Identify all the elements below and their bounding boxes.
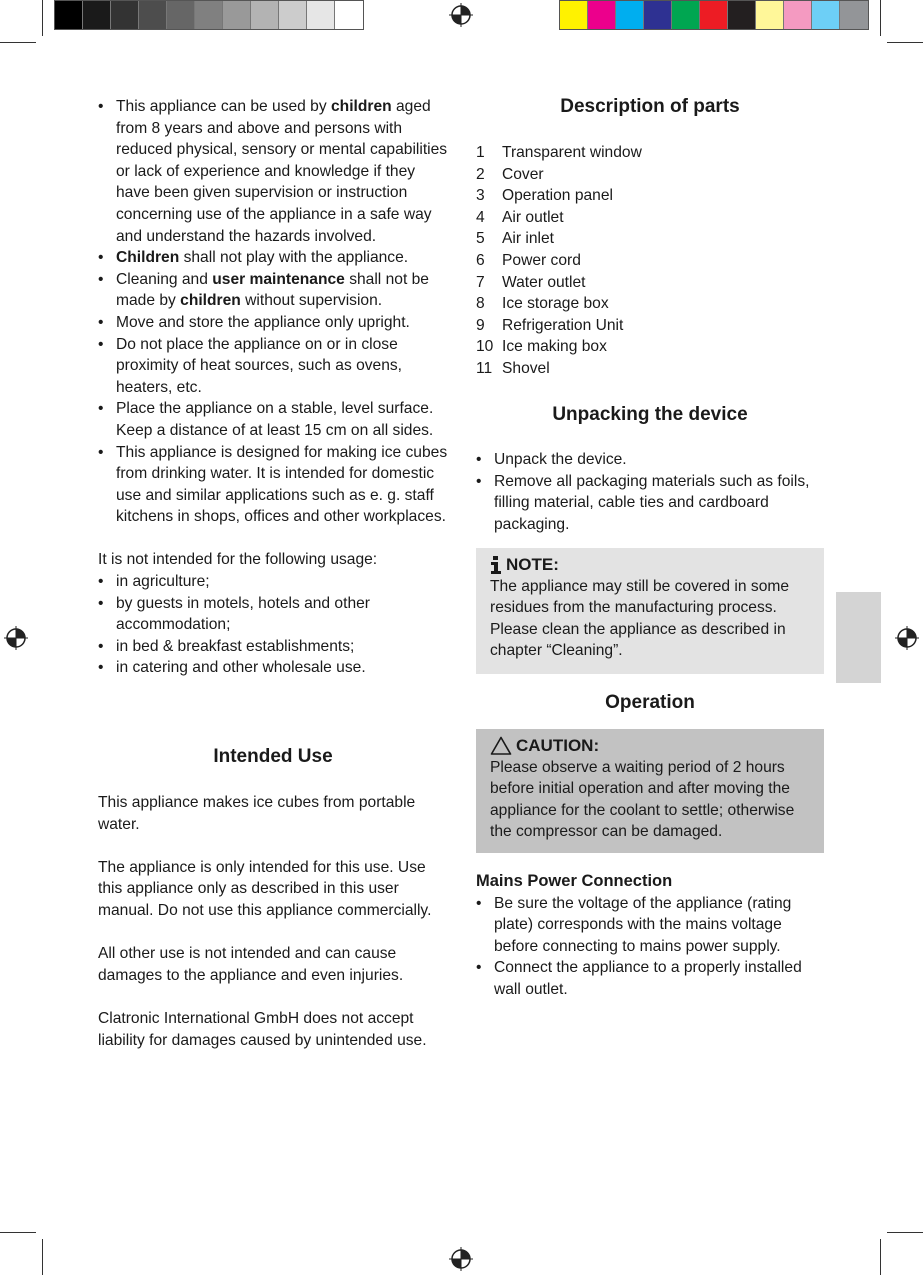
warning-triangle-icon [490, 736, 512, 755]
color-swatch [279, 1, 307, 29]
mains-power-section [476, 871, 824, 1001]
list-item: 7 Water outlet [476, 273, 586, 291]
color-swatch [756, 1, 784, 29]
registration-mark-icon [449, 3, 473, 27]
caution-title: CAUTION: [516, 736, 600, 755]
list-item: 4 Air outlet [476, 208, 564, 226]
color-swatch [644, 1, 672, 29]
color-swatch [195, 1, 223, 29]
paragraph: All other use is not intended and can cause damages to the appliance and even injuries. [98, 945, 404, 984]
list-item: • Connect the appliance to a properly installed wall outlet. [476, 957, 824, 1000]
list-item: • Cleaning and user maintenance shall not be made by children without supervision. [98, 269, 450, 312]
paragraph: The appliance is only intended for this use. Use this appliance only as described in this user manual. Do not use this appliance commercially. [98, 858, 432, 919]
mains-power-heading: Mains Power Connection [476, 872, 673, 890]
color-swatch [672, 1, 700, 29]
list-item: 1 Transparent window [476, 144, 642, 161]
color-swatch [223, 1, 251, 29]
color-swatch [560, 1, 588, 29]
parts-list [476, 142, 824, 380]
color-swatch [167, 1, 195, 29]
color-swatch [251, 1, 279, 29]
color-swatch [111, 1, 139, 29]
intended-use-section [98, 792, 450, 1051]
color-swatch [700, 1, 728, 29]
list-item: 6 Power cord [476, 251, 581, 269]
list-item: 11 Shovel [476, 359, 550, 377]
color-swatch [616, 1, 644, 29]
color-swatch [728, 1, 756, 29]
caution-box [476, 729, 824, 853]
registration-mark-icon [4, 626, 28, 650]
list-item: • Unpack the device. [476, 449, 824, 471]
paragraph: Clatronic International GmbH does not accept liability for damages caused by unintended use. [98, 1009, 427, 1049]
caution-text: Please observe a waiting period of 2 hours before initial operation and after moving the appliance for the coolant to settle; otherwise the compressor can be damaged. [490, 758, 795, 841]
note-title: NOTE: [506, 555, 559, 574]
list-item: • Move and store the appliance only upright. [98, 312, 450, 334]
unpacking-list [476, 449, 824, 535]
mains-power-list [476, 893, 824, 1001]
note-text: The appliance may still be covered in some residues from the manufacturing process. Please clean the appliance as described in chapter “Cleaning”. [490, 577, 790, 660]
left-column [98, 96, 450, 679]
list-item: 8 Ice storage box [476, 295, 609, 313]
safety-instructions-list [98, 96, 450, 528]
list-item: • Place the appliance on a stable, level surface. Keep a distance of at least 15 cm on all sides. [98, 398, 450, 441]
list-item: • This appliance is designed for making ice cubes from drinking water. It is intended for domestic use and similar applications such as e. g. staff kitchens in shops, offices and other workplaces. [98, 442, 450, 528]
operation-heading: Operation [605, 692, 695, 713]
list-item: • in agriculture; [98, 571, 450, 593]
description-of-parts-heading: Description of parts [560, 96, 740, 117]
registration-mark-icon [895, 626, 919, 650]
color-swatch [784, 1, 812, 29]
note-box [476, 548, 824, 674]
color-swatch [83, 1, 111, 29]
list-item: 5 Air inlet [476, 230, 554, 248]
parts-section [476, 142, 824, 380]
color-swatch [139, 1, 167, 29]
not-intended-list [98, 571, 450, 679]
color-swatch [307, 1, 335, 29]
list-item: • This appliance can be used by children aged from 8 years and above and persons with reduced physical, sensory or mental capabilities or lack of experience and knowledge if they have been given supervision or instruction concerning use of the appliance in a safe way and understand the hazards involved. [98, 96, 450, 247]
list-item: 3 Operation panel [476, 187, 613, 205]
unpacking-section [476, 449, 824, 535]
list-item: • by guests in motels, hotels and other accommodation; [98, 593, 450, 636]
color-swatch [335, 1, 363, 29]
color-swatch [812, 1, 840, 29]
list-item: • Remove all packaging materials such as foils, filling material, cable ties and cardboard packaging. [476, 471, 824, 536]
list-item: 10 Ice making box [476, 338, 607, 356]
list-item: 2 Cover [476, 165, 544, 183]
list-item: • Do not place the appliance on or in close proximity of heat sources, such as ovens, heaters, etc. [98, 334, 450, 399]
color-swatch [55, 1, 83, 29]
color-swatch [840, 1, 868, 29]
unpacking-heading: Unpacking the device [552, 404, 748, 425]
not-intended-intro: It is not intended for the following usage: [98, 551, 378, 569]
info-icon [490, 556, 502, 574]
list-item: • in catering and other wholesale use. [98, 657, 450, 679]
list-item: 9 Refrigeration Unit [476, 316, 624, 334]
list-item: • Be sure the voltage of the appliance (rating plate) corresponds with the mains voltage before connecting to mains power supply. [476, 893, 824, 958]
registration-mark-icon [449, 1247, 473, 1271]
intended-use-heading: Intended Use [213, 746, 333, 767]
paragraph: This appliance makes ice cubes from portable water. [98, 794, 416, 833]
gray-color-bar [54, 0, 364, 30]
list-item: • Children shall not play with the appliance. [98, 247, 450, 269]
color-swatch [588, 1, 616, 29]
cmyk-color-bar [559, 0, 869, 30]
list-item: • in bed & breakfast establishments; [98, 636, 450, 658]
language-tab-marker [836, 592, 881, 683]
